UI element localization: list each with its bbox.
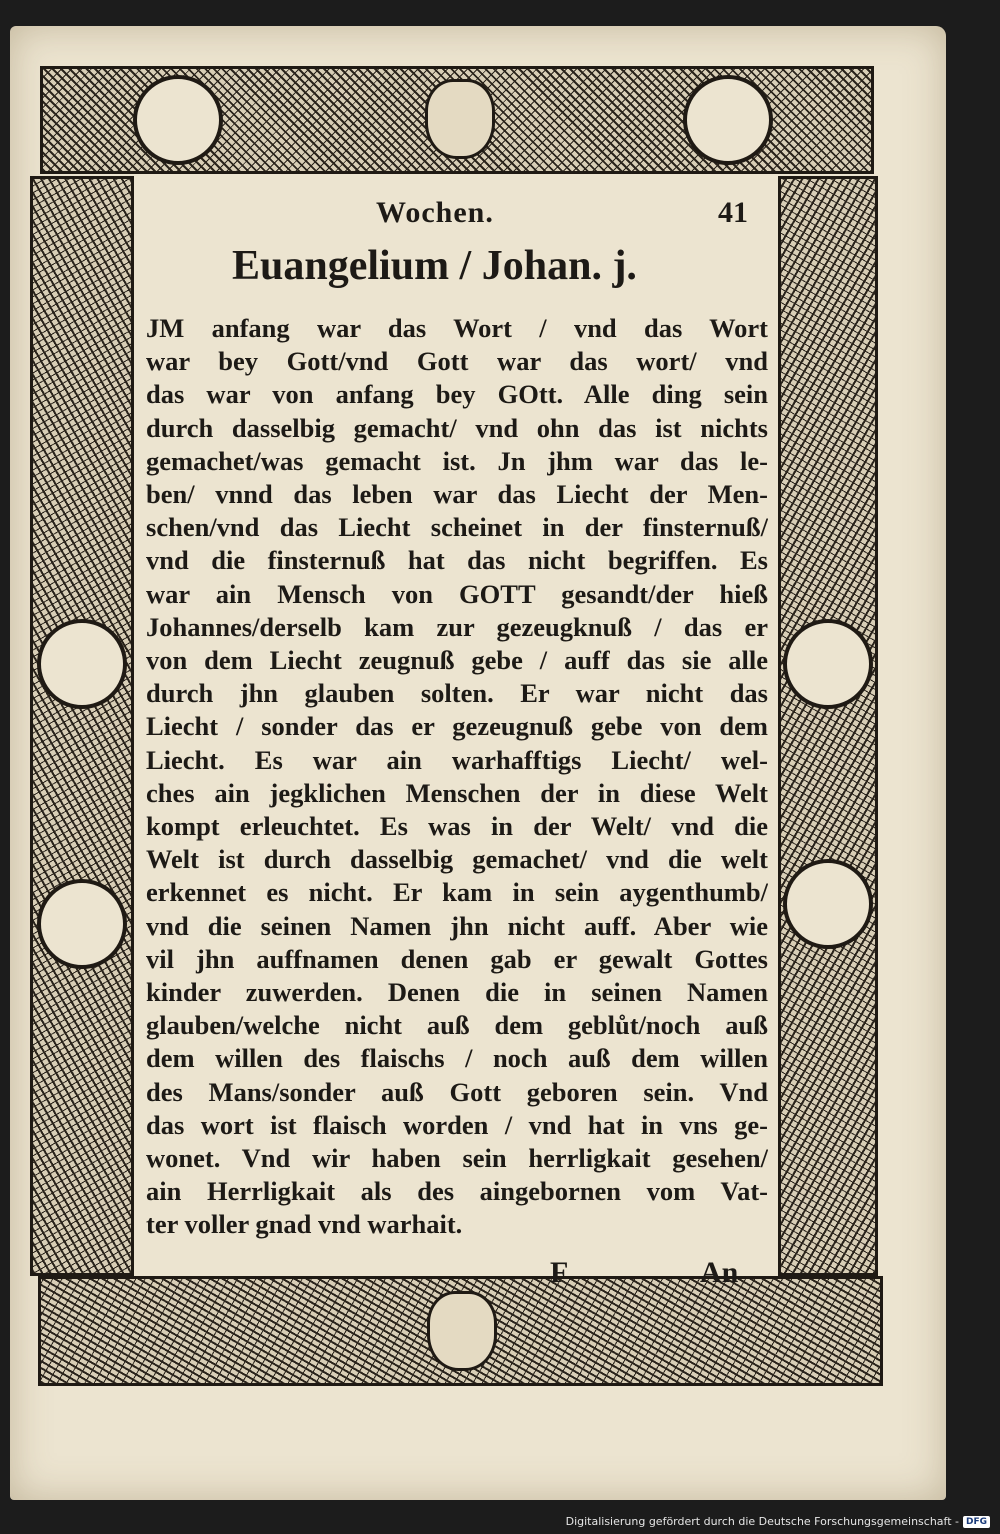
text-line: kinder zuwerden. Denen die in seinen Namen: [146, 977, 768, 1008]
text-line: Johannes/derselb kam zur gezeugknuß / das er: [146, 611, 768, 642]
text-line: des Mans/sonder auß Gott geboren sein. Vnd: [146, 1076, 768, 1107]
digitization-credit: [566, 1515, 990, 1528]
text-line: vnd die seinen Namen jhn nicht auff. Aber wie: [146, 910, 768, 941]
text-line: gemachet/was gemacht ist. Jn jhm war das le-: [146, 445, 768, 476]
text-line: JM anfang war das Wort / vnd das Wort: [146, 313, 768, 343]
catchword: An: [700, 1256, 739, 1289]
text-line: ain Herrligkait als des aingebornen vom Vat-: [146, 1176, 768, 1207]
face-mask-ornament: [427, 1291, 497, 1371]
ornamental-border-bottom: [38, 1276, 883, 1386]
text-line: von dem Liecht zeugnuß gebe / auff das sie alle: [146, 645, 768, 676]
text-line: das wort ist flaisch worden / vnd hat in vns ge-: [146, 1109, 768, 1140]
running-head: Wochen.: [376, 196, 494, 229]
scroll-medallion-right-lower: [783, 859, 873, 949]
ornamental-border-top: [40, 66, 874, 174]
text-line: vil jhn auffnamen denen gab er gewalt Gottes: [146, 943, 768, 974]
scroll-medallion-left-lower: [37, 879, 127, 969]
text-line: Welt ist durch dasselbig gemachet/ vnd die welt: [146, 844, 768, 875]
scroll-medallion-right-upper: [783, 619, 873, 709]
text-line: glauben/welche nicht auß dem geblůt/noch auß: [146, 1010, 768, 1041]
text-line: ter voller gnad vnd warhait.: [146, 1209, 463, 1240]
text-line: war ain Mensch von GOTT gesandt/der hieß: [146, 578, 768, 609]
text-line: durch dasselbig gemacht/ vnd ohn das ist nichts: [146, 412, 768, 443]
body-text: [146, 312, 768, 1242]
book-page: [10, 26, 946, 1500]
section-heading: Euangelium / Johan. j.: [232, 243, 637, 289]
scroll-medallion-left-upper: [37, 619, 127, 709]
lion-mask-ornament: [425, 79, 495, 159]
ornamental-border-right: [778, 176, 878, 1276]
text-line: wonet. Vnd wir haben sein herrligkait gesehen/: [146, 1143, 768, 1174]
text-line: durch jhn glauben solten. Er war nicht das: [146, 678, 768, 709]
scroll-ornament-left: [133, 75, 223, 165]
dfg-logo: DFG: [963, 1516, 990, 1528]
text-line: vnd die finsternuß hat das nicht begriffen. Es: [146, 545, 768, 576]
text-line: ches ain jegklichen Menschen der in diese Welt: [146, 777, 768, 808]
ornamental-border-left: [30, 176, 134, 1276]
signature-mark: F: [550, 1256, 569, 1289]
text-line: ben/ vnnd das leben war das Liecht der Men-: [146, 479, 768, 510]
text-line: schen/vnd das Liecht scheinet in der finsternuß/: [146, 512, 768, 543]
text-block: [136, 186, 778, 1289]
text-line: erkennet es nicht. Er kam in sein aygenthumb/: [146, 877, 768, 908]
text-line: das war von anfang bey GOtt. Alle ding sein: [146, 379, 768, 410]
text-line: war bey Gott/vnd Gott war das wort/ vnd: [146, 346, 768, 377]
page-number: 41: [718, 196, 748, 229]
credit-text: Digitalisierung gefördert durch die Deutsche Forschungsgemeinschaft -: [565, 1515, 959, 1528]
text-line: dem willen des flaischs / noch auß dem willen: [146, 1043, 768, 1074]
text-line: kompt erleuchtet. Es was in der Welt/ vnd die: [146, 811, 768, 842]
text-line: Liecht / sonder das er gezeugnuß gebe von dem: [146, 711, 768, 742]
scroll-ornament-right: [683, 75, 773, 165]
text-line: Liecht. Es war ain warhafftigs Liecht/ wel-: [146, 744, 768, 775]
